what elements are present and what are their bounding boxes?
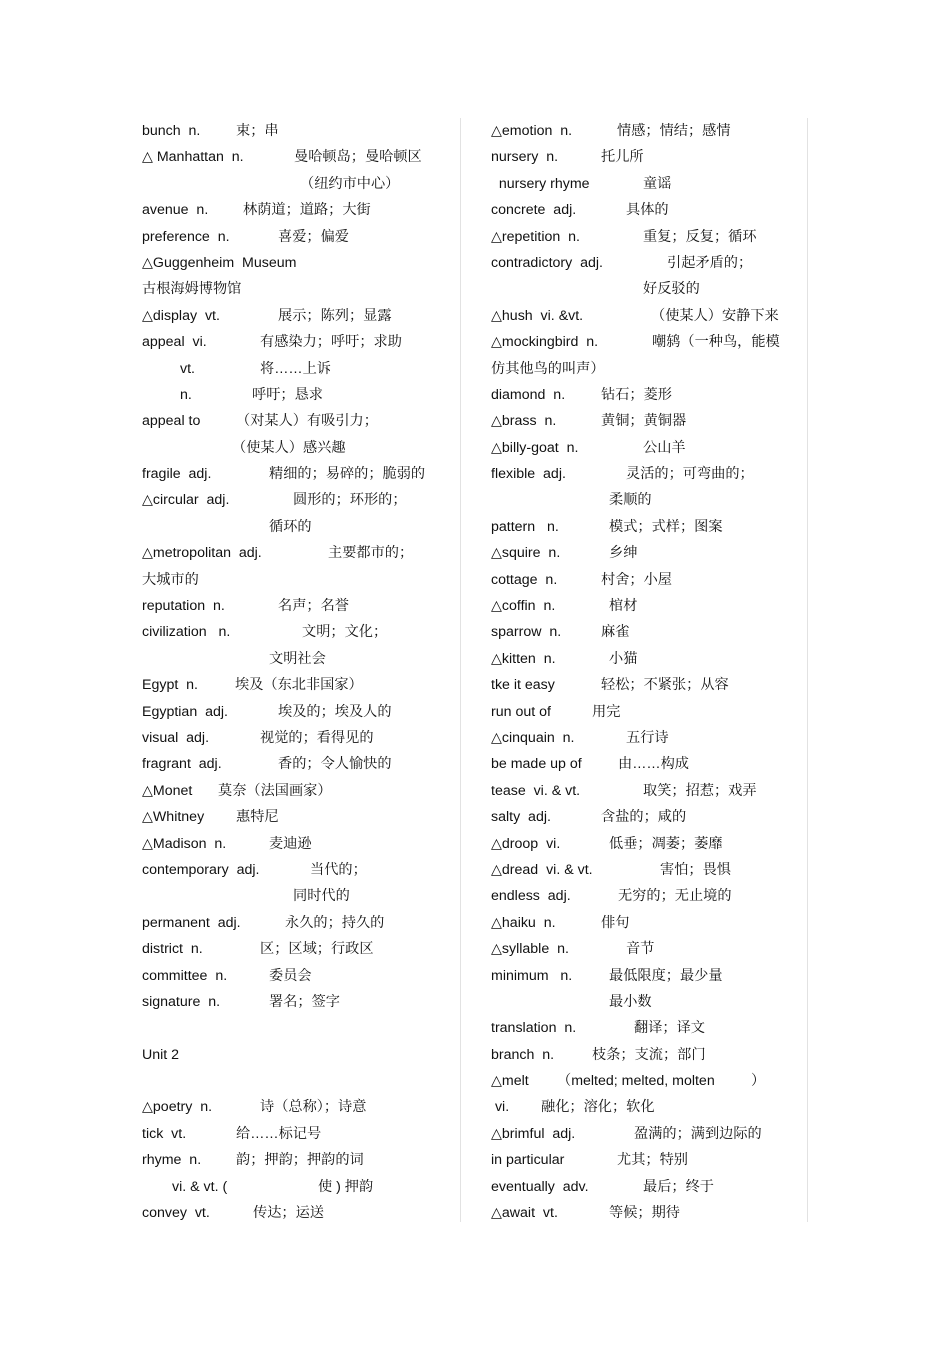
vocab-meaning: 轻松；不紧张；从容	[601, 677, 729, 694]
vocab-meaning: 展示；陈列；显露	[278, 307, 392, 324]
vocab-meaning: 署名；签字	[269, 993, 340, 1010]
vocab-meaning: 五行诗	[626, 729, 669, 746]
vocab-line	[491, 171, 807, 197]
vocab-line	[142, 804, 460, 830]
vocab-line	[491, 408, 807, 434]
vocab-meaning: 最小数	[609, 993, 652, 1010]
vocab-meaning-extra: 使 ) 押韵	[318, 1178, 374, 1195]
vocab-meaning: 圆形的；环形的；	[293, 492, 407, 509]
vocab-word: △droop vi.	[491, 835, 561, 852]
vocab-meaning: 黄铜；黄铜器	[601, 413, 687, 430]
vocab-meaning: 当代的；	[310, 861, 367, 878]
vocab-line	[142, 224, 460, 250]
vocab-meaning: 最低限度；最少量	[609, 967, 723, 984]
vocab-line	[491, 1147, 807, 1173]
vocab-word: fragrant adj.	[142, 756, 222, 773]
vocab-meaning: 好反驳的	[643, 281, 700, 298]
vocab-word: △Monet	[142, 782, 193, 799]
vocab-word: △emotion n.	[491, 123, 573, 139]
vocab-line	[491, 250, 807, 276]
vocab-meaning: 同时代的	[293, 888, 350, 905]
vocab-meaning: 公山羊	[643, 439, 686, 456]
vocab-line	[142, 408, 460, 434]
vocab-meaning: 模式；式样；图案	[609, 518, 723, 535]
vocab-meaning: 视觉的；看得见的	[260, 729, 374, 746]
vocab-meaning: 传达；运送	[253, 1205, 324, 1222]
vocab-line	[491, 1068, 807, 1094]
vocab-line	[491, 751, 807, 777]
vocab-word: reputation n.	[142, 598, 225, 615]
vocab-meaning: 韵；押韵；押韵的词	[236, 1152, 364, 1169]
vocab-word: contemporary adj.	[142, 861, 260, 878]
vocab-meaning: （对某人）有吸引力；	[236, 413, 378, 430]
vocab-line	[142, 831, 460, 857]
vocab-meaning: n.	[180, 386, 192, 403]
vocab-line	[142, 646, 460, 672]
vocab-word: translation n.	[491, 1020, 577, 1037]
vocab-word: △syllable n.	[491, 941, 569, 958]
vocab-meaning: 主要都市的；	[328, 545, 414, 562]
vocab-word: salty adj.	[491, 809, 551, 826]
vocab-word: tease vi. & vt.	[491, 782, 581, 799]
vocab-line	[491, 804, 807, 830]
vocab-word: △squire n.	[491, 545, 561, 562]
vocab-line	[142, 1174, 460, 1200]
vocab-meaning: 区；区域；行政区	[260, 941, 374, 958]
vocab-meaning: 曼哈顿岛；曼哈顿区	[294, 149, 422, 166]
vocab-meaning: 莫奈（法国画家）	[218, 782, 332, 799]
vocab-meaning: 用完	[592, 703, 621, 720]
vocab-line	[142, 989, 460, 1015]
vocab-line	[142, 118, 460, 144]
vocab-line	[142, 487, 460, 513]
vocab-word: run out of	[491, 703, 551, 720]
vocab-line	[142, 1147, 460, 1173]
vocab-word: tke it easy	[491, 677, 555, 694]
vocab-meaning: 埃及的；埃及人的	[278, 703, 392, 720]
vocab-line	[491, 883, 807, 909]
vocab-meaning: 乡绅	[609, 545, 638, 562]
vocab-word: tick vt.	[142, 1125, 187, 1142]
vocab-line	[142, 778, 460, 804]
vocab-line	[142, 540, 460, 566]
vocab-word: △metropolitan adj.	[142, 545, 262, 562]
vocab-word: Unit 2	[142, 1046, 180, 1063]
vocab-meaning-extra: ）	[751, 1073, 766, 1090]
vocab-line	[142, 197, 460, 223]
vocab-meaning: 棺材	[609, 598, 638, 615]
vocab-line	[491, 197, 807, 223]
vocab-line	[142, 435, 460, 461]
vocab-line	[491, 224, 807, 250]
vocab-line	[491, 619, 807, 645]
vocab-meaning: 无穷的；无止境的	[618, 888, 732, 905]
vocab-meaning: 重复；反复；循环	[643, 228, 757, 245]
vocab-meaning: 林荫道；道路；大街	[243, 202, 371, 219]
vocab-meaning-extra: 呼吁；恳求	[252, 386, 323, 403]
vocab-word: △melt	[491, 1073, 529, 1090]
vocab-word: district n.	[142, 941, 203, 958]
vocab-word: pattern n.	[491, 518, 559, 535]
vocab-line	[491, 1094, 807, 1120]
vocab-meaning: vt.	[180, 360, 195, 377]
vocab-word: △brimful adj.	[491, 1125, 576, 1142]
vocab-meaning: 童谣	[643, 175, 672, 192]
vocab-line	[491, 725, 807, 751]
vocab-line	[142, 593, 460, 619]
vocab-line	[491, 567, 807, 593]
vocab-word: diamond n.	[491, 386, 566, 403]
vocab-meaning: （使某人）感兴趣	[232, 439, 346, 456]
vocab-word: civilization n.	[142, 624, 231, 641]
vocab-word: appeal vi.	[142, 334, 207, 351]
vocab-line	[142, 751, 460, 777]
vocab-meaning: 小猫	[609, 650, 638, 667]
vocab-meaning: （melted; melted, molten	[557, 1073, 715, 1090]
vocab-line	[491, 1042, 807, 1068]
vocab-word: minimum n.	[491, 967, 573, 984]
vocab-line	[491, 487, 807, 513]
vocab-line	[142, 619, 460, 645]
vocab-word: nursery rhyme	[491, 175, 590, 192]
vocab-line	[491, 435, 807, 461]
vocab-line	[142, 514, 460, 540]
vocab-line	[491, 831, 807, 857]
vocab-word: Egyptian adj.	[142, 703, 228, 720]
vocab-line	[142, 910, 460, 936]
vocab-word: contradictory adj.	[491, 254, 603, 271]
vocab-word: △dread vi. & vt.	[491, 861, 593, 878]
vocab-word: 古根海姆博物馆	[142, 281, 242, 298]
vocab-word: △kitten n.	[491, 650, 556, 667]
vocab-word: endless adj.	[491, 888, 571, 905]
vocab-line	[142, 725, 460, 751]
vocab-meaning: 文明社会	[269, 650, 326, 667]
vocab-meaning: 翻译；译文	[634, 1020, 705, 1037]
vocab-line	[491, 461, 807, 487]
vocab-word: △haiku n.	[491, 914, 556, 931]
vocab-word: △circular adj.	[142, 492, 230, 509]
vocab-meaning: 盈满的；满到边际的	[634, 1125, 762, 1142]
vocab-meaning: 等候；期待	[609, 1205, 680, 1222]
vocab-line	[142, 1094, 460, 1120]
vocab-word: eventually adv.	[491, 1178, 589, 1195]
vocab-word: △Madison n.	[142, 835, 227, 852]
vocab-meaning: 音节	[626, 941, 655, 958]
vocab-line	[491, 963, 807, 989]
vocab-word: △repetition n.	[491, 228, 580, 245]
vocab-word: cottage n.	[491, 571, 558, 588]
vocab-meaning: 尤其；特别	[617, 1152, 688, 1169]
vocab-meaning: 名声；名誉	[278, 598, 349, 615]
vocab-line	[142, 303, 460, 329]
vocab-line	[142, 936, 460, 962]
vocab-line	[142, 699, 460, 725]
vocab-line	[142, 1042, 460, 1068]
vocab-meaning: 低垂；凋萎；萎靡	[609, 835, 723, 852]
vocab-line	[142, 1068, 460, 1094]
vocab-line	[142, 144, 460, 170]
vocab-word: preference n.	[142, 228, 230, 245]
vocab-meaning: 埃及（东北非国家）	[235, 677, 363, 694]
vocab-word: concrete adj.	[491, 202, 577, 219]
vocab-line	[491, 1200, 807, 1226]
vocab-line	[142, 329, 460, 355]
vocab-meaning: 永久的；持久的	[285, 914, 385, 931]
vocab-word: nursery n.	[491, 149, 559, 166]
vocab-line	[491, 672, 807, 698]
vocab-line	[491, 910, 807, 936]
vocab-word: bunch n.	[142, 123, 201, 139]
vocab-meaning: 束；串	[236, 123, 279, 139]
vocab-meaning: 取笑；招惹；戏弄	[643, 782, 757, 799]
vocab-line	[491, 382, 807, 408]
vocab-meaning: 俳句	[601, 914, 630, 931]
vocab-meaning: 钻石；菱形	[601, 386, 672, 403]
vocab-meaning: 精细的；易碎的；脆弱的	[269, 466, 426, 483]
vocab-meaning: （纽约市中心）	[300, 175, 400, 192]
vocab-line	[491, 329, 807, 355]
vocab-word: △Whitney	[142, 809, 205, 826]
vocab-meaning: vi. & vt. (	[172, 1178, 228, 1195]
vocab-word: committee n.	[142, 967, 228, 984]
vocab-line	[142, 356, 460, 382]
vocab-meaning: 具体的	[626, 202, 669, 219]
vocab-meaning: 由……构成	[618, 756, 689, 773]
vocab-line	[491, 1015, 807, 1041]
vocab-word: Egypt n.	[142, 677, 198, 694]
vocab-word: convey vt.	[142, 1205, 210, 1222]
vocab-meaning: 有感染力；呼吁；求助	[260, 334, 402, 351]
vocab-word: △billy-goat n.	[491, 439, 579, 456]
vocab-meaning: 含盐的；咸的	[601, 809, 687, 826]
vocab-meaning: 情感；情结；感情	[617, 123, 731, 139]
vocab-word: branch n.	[491, 1046, 555, 1063]
vocab-word: △brass n.	[491, 413, 557, 430]
vocab-word: visual adj.	[142, 729, 210, 746]
vocab-meaning: 喜爱；偏爱	[278, 228, 349, 245]
vocab-word: fragile adj.	[142, 466, 212, 483]
vocab-line	[491, 514, 807, 540]
vocab-line	[142, 382, 460, 408]
vocab-word: be made up of	[491, 756, 582, 773]
vocab-word: avenue n.	[142, 202, 209, 219]
vocab-meaning: 循环的	[269, 518, 312, 535]
vocab-line	[491, 303, 807, 329]
vocab-line	[491, 646, 807, 672]
vocab-line	[142, 672, 460, 698]
vocab-meaning: 枝条；支流；部门	[592, 1046, 706, 1063]
vocab-word: △Guggenheim Museum	[142, 254, 297, 271]
right-column	[491, 118, 808, 1222]
vocab-line	[142, 276, 460, 302]
vocab-line	[142, 461, 460, 487]
vocab-word: △mockingbird n.	[491, 334, 599, 351]
vocab-word: vi.	[491, 1099, 510, 1116]
vocab-meaning: 麦迪逊	[269, 835, 312, 852]
vocab-word: flexible adj.	[491, 466, 566, 483]
vocab-word: sparrow n.	[491, 624, 562, 641]
vocab-meaning: 托儿所	[601, 149, 644, 166]
vocab-line	[491, 540, 807, 566]
vocab-meaning: 给……标记号	[236, 1125, 322, 1142]
vocab-meaning: 灵活的；可弯曲的；	[626, 466, 754, 483]
vocab-meaning: 委员会	[269, 967, 312, 984]
vocab-line	[142, 567, 460, 593]
vocab-line	[491, 276, 807, 302]
vocab-line	[491, 1121, 807, 1147]
vocab-word: △poetry n.	[142, 1099, 213, 1116]
vocab-line	[142, 963, 460, 989]
vocab-word: signature n.	[142, 993, 221, 1010]
vocab-meaning-extra: 将……上诉	[260, 360, 331, 377]
vocab-meaning: 嘲鸫（一种鸟，能模	[652, 334, 780, 351]
vocab-line	[142, 857, 460, 883]
left-column	[142, 118, 461, 1222]
vocab-line	[142, 1015, 460, 1041]
vocab-word: △display vt.	[142, 307, 220, 324]
vocab-meaning: 柔顺的	[609, 492, 652, 509]
vocab-meaning: 村舍；小屋	[601, 571, 672, 588]
vocab-word: permanent adj.	[142, 914, 241, 931]
vocab-line	[142, 1121, 460, 1147]
vocab-line	[491, 118, 807, 144]
vocab-line	[491, 989, 807, 1015]
vocab-line	[491, 356, 807, 382]
vocab-meaning: 引起矛盾的；	[667, 254, 753, 271]
vocab-word: △coffin n.	[491, 598, 556, 615]
vocab-line	[142, 883, 460, 909]
vocab-line	[142, 250, 460, 276]
vocab-word: 大城市的	[142, 571, 199, 588]
vocab-meaning: 最后；终于	[643, 1178, 714, 1195]
vocab-word: △await vt.	[491, 1205, 558, 1222]
vocab-meaning: 麻雀	[601, 624, 630, 641]
vocab-line	[491, 144, 807, 170]
vocab-word: △cinquain n.	[491, 729, 575, 746]
vocab-meaning: 惠特尼	[236, 809, 279, 826]
vocab-line	[491, 1174, 807, 1200]
vocab-line	[491, 936, 807, 962]
vocab-meaning: 融化；溶化；软化	[541, 1099, 655, 1116]
vocab-word: in particular	[491, 1152, 565, 1169]
vocab-word: 仿其他鸟的叫声）	[491, 360, 605, 377]
vocab-word: appeal to	[142, 413, 201, 430]
vocab-line	[491, 778, 807, 804]
vocab-meaning: （使某人）安静下来	[651, 307, 779, 324]
vocab-meaning: 诗（总称）；诗意	[260, 1099, 367, 1116]
vocab-line	[491, 699, 807, 725]
vocab-line	[491, 593, 807, 619]
vocab-meaning: 香的；令人愉快的	[278, 756, 392, 773]
vocab-meaning: 害怕；畏惧	[660, 861, 731, 878]
vocab-word: △ Manhattan n.	[142, 149, 244, 166]
vocab-line	[491, 857, 807, 883]
vocab-meaning: 文明；文化；	[302, 624, 388, 641]
vocab-word: rhyme n.	[142, 1152, 202, 1169]
vocab-line	[142, 1200, 460, 1226]
vocab-line	[142, 171, 460, 197]
vocab-word: △hush vi. &vt.	[491, 307, 584, 324]
